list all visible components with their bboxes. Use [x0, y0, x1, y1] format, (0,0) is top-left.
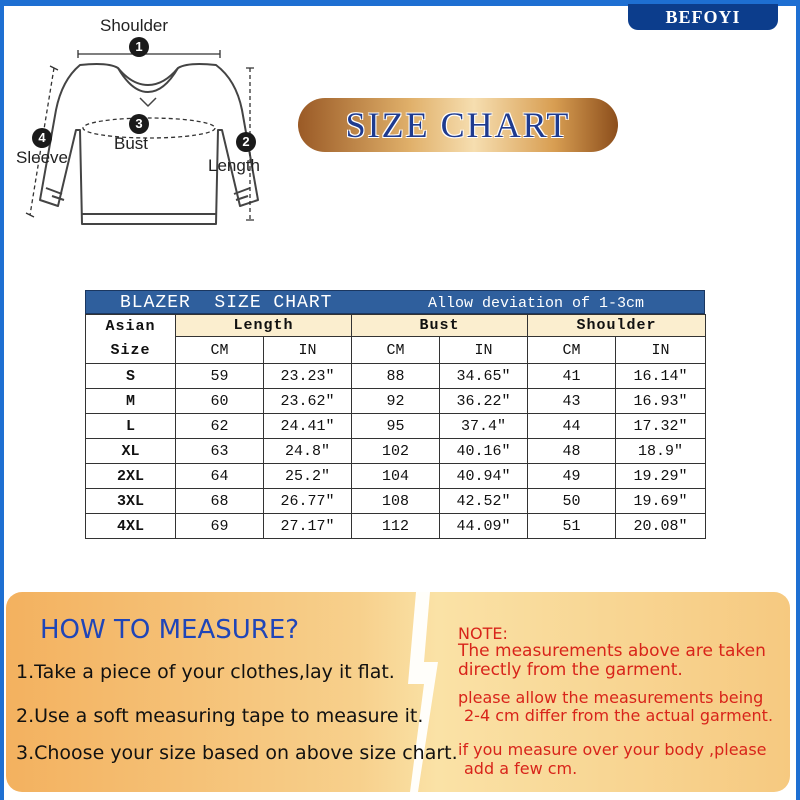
- note-line-5: if you measure over your body ,please: [458, 740, 767, 759]
- note-line-2: directly from the garment.: [458, 660, 683, 680]
- size-label-cell: 2XL: [86, 464, 176, 489]
- marker-2: 2: [236, 132, 256, 152]
- how-to-measure-title: HOW TO MEASURE?: [40, 615, 300, 645]
- marker-3: 3: [129, 114, 149, 134]
- size-row: [86, 514, 706, 539]
- measurement-cell: 36.22″: [440, 389, 528, 414]
- group-bust: Bust: [352, 315, 528, 337]
- measurement-cell: 24.8″: [264, 439, 352, 464]
- marker-1: 1: [129, 37, 149, 57]
- garment-diagram: [10, 10, 285, 240]
- size-row: [86, 464, 706, 489]
- measurement-cell: 51: [528, 514, 616, 539]
- measurement-cell: 44: [528, 414, 616, 439]
- table-title: BLAZER SIZE CHART: [120, 293, 333, 313]
- size-label-cell: S: [86, 364, 176, 389]
- measurement-cell: 16.93″: [616, 389, 706, 414]
- measurement-cell: 92: [352, 389, 440, 414]
- measurement-cell: 44.09″: [440, 514, 528, 539]
- sleeve-label: Sleeve: [16, 148, 68, 167]
- size-row: [86, 414, 706, 439]
- step-2: 2.Use a soft measuring tape to measure it.: [16, 705, 424, 727]
- step-3: 3.Choose your size based on above size chart.: [16, 742, 458, 764]
- length-label: Length: [208, 156, 260, 175]
- measurement-cell: 24.41″: [264, 414, 352, 439]
- measurement-cell: 104: [352, 464, 440, 489]
- table-title-bar: [85, 290, 705, 314]
- size-chart-title: SIZE CHART: [345, 105, 571, 145]
- measurement-cell: 95: [352, 414, 440, 439]
- size-row: [86, 364, 706, 389]
- note-line-4: 2-4 cm differ from the actual garment.: [464, 706, 774, 725]
- size-row: [86, 489, 706, 514]
- measurement-cell: 69: [176, 514, 264, 539]
- measurement-cell: 48: [528, 439, 616, 464]
- measurement-cell: 23.23″: [264, 364, 352, 389]
- unit-cell: CM: [176, 337, 264, 364]
- size-row: [86, 389, 706, 414]
- measurement-cell: 23.62″: [264, 389, 352, 414]
- deviation-note: Allow deviation of 1-3cm: [428, 295, 645, 312]
- size-chart-badge: [298, 98, 618, 152]
- unit-cell: CM: [528, 337, 616, 364]
- note-heading: NOTE:: [458, 624, 508, 643]
- right-frame-border: [796, 0, 800, 800]
- measurement-cell: 40.16″: [440, 439, 528, 464]
- size-label-cell: M: [86, 389, 176, 414]
- unit-cell: CM: [352, 337, 440, 364]
- measurement-cell: 59: [176, 364, 264, 389]
- asian-size-header: [86, 315, 176, 364]
- size-label-cell: 4XL: [86, 514, 176, 539]
- note-line-6: add a few cm.: [464, 759, 578, 778]
- shoulder-label: Shoulder: [100, 16, 169, 35]
- measurement-cell: 60: [176, 389, 264, 414]
- bust-label: Bust: [114, 134, 149, 153]
- marker-4: 4: [32, 128, 52, 148]
- brand-logo: BEFOYI: [628, 4, 778, 30]
- unit-cell: IN: [616, 337, 706, 364]
- measurement-cell: 25.2″: [264, 464, 352, 489]
- measurement-cell: 62: [176, 414, 264, 439]
- note-line-3: please allow the measurements being: [458, 688, 764, 707]
- measurement-cell: 88: [352, 364, 440, 389]
- group-length: Length: [176, 315, 352, 337]
- left-frame-border: [0, 0, 4, 800]
- measurement-cell: 112: [352, 514, 440, 539]
- table-unit-row: [86, 337, 706, 364]
- measurement-cell: 18.9″: [616, 439, 706, 464]
- size-label-cell: XL: [86, 439, 176, 464]
- measurement-cell: 37.4″: [440, 414, 528, 439]
- measurement-cell: 43: [528, 389, 616, 414]
- measurement-cell: 17.32″: [616, 414, 706, 439]
- size-label-cell: L: [86, 414, 176, 439]
- unit-cell: IN: [440, 337, 528, 364]
- measurement-cell: 68: [176, 489, 264, 514]
- measurement-cell: 16.14″: [616, 364, 706, 389]
- measurement-cell: 42.52″: [440, 489, 528, 514]
- measurement-cell: 102: [352, 439, 440, 464]
- step-1: 1.Take a piece of your clothes,lay it flat.: [16, 661, 395, 683]
- note-line-1: The measurements above are taken: [458, 641, 766, 661]
- unit-cell: IN: [264, 337, 352, 364]
- measurement-cell: 64: [176, 464, 264, 489]
- measurement-cell: 19.29″: [616, 464, 706, 489]
- measurement-cell: 41: [528, 364, 616, 389]
- measurement-cell: 49: [528, 464, 616, 489]
- measurement-cell: 27.17″: [264, 514, 352, 539]
- measurement-cell: 26.77″: [264, 489, 352, 514]
- measurement-cell: 108: [352, 489, 440, 514]
- size-row: [86, 439, 706, 464]
- measurement-cell: 19.69″: [616, 489, 706, 514]
- table-group-header-row: [86, 315, 706, 337]
- asian-size-line2: Size: [110, 342, 151, 359]
- measurement-cell: 63: [176, 439, 264, 464]
- size-table: [85, 314, 706, 539]
- measurement-cell: 40.94″: [440, 464, 528, 489]
- measurement-cell: 34.65″: [440, 364, 528, 389]
- size-label-cell: 3XL: [86, 489, 176, 514]
- group-shoulder: Shoulder: [528, 315, 706, 337]
- asian-size-line1: Asian: [105, 318, 156, 335]
- measurement-cell: 50: [528, 489, 616, 514]
- size-table-container: [85, 290, 705, 539]
- measurement-cell: 20.08″: [616, 514, 706, 539]
